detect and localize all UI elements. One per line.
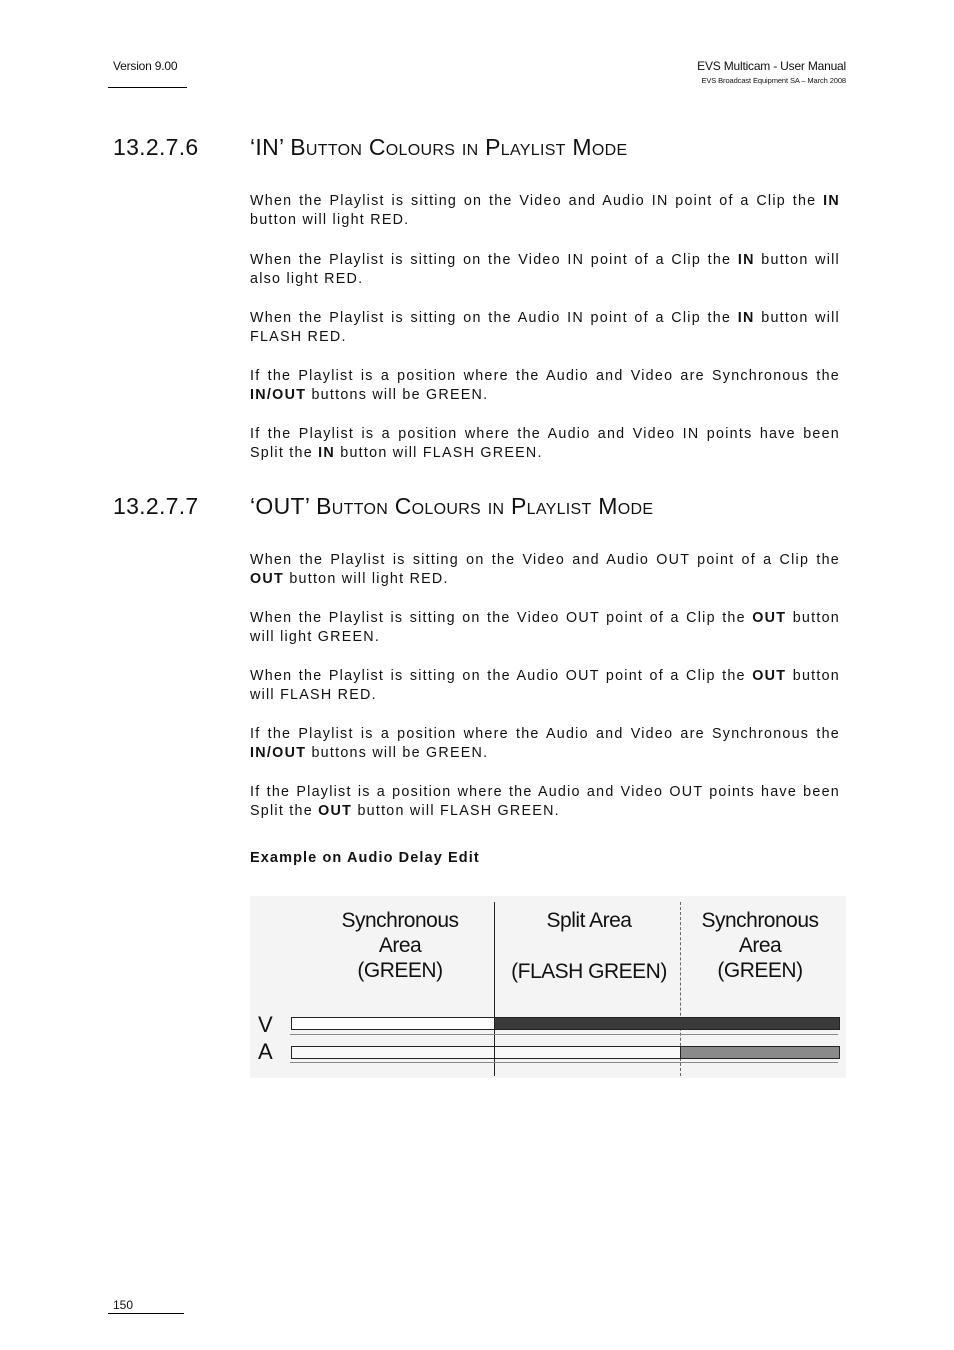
row-label-audio: A — [258, 1039, 273, 1064]
header-version: Version 9.00 — [113, 59, 178, 73]
section-number: 13.2.7.7 — [113, 493, 199, 519]
video-bar-sync — [291, 1017, 495, 1030]
area-label-synchronous-right: Synchronous Area (GREEN) — [701, 909, 819, 982]
audio-delay-diagram — [250, 896, 846, 1078]
paragraph: If the Playlist is a position where the Audio and Video OUT points have been Split the OUT button will FLASH GREEN. — [250, 784, 840, 819]
paragraph: If the Playlist is a position where the Audio and Video are Synchronous the IN/OUT buttons will be GREEN. — [250, 368, 840, 403]
row-separator — [290, 1034, 838, 1035]
audio-bar-split — [494, 1046, 681, 1059]
audio-bar-sync — [291, 1046, 495, 1059]
header-manual-title: EVS Multicam - User Manual — [697, 59, 846, 73]
paragraph: When the Playlist is sitting on the Video OUT point of a Clip the OUT button will light GREEN. — [250, 610, 840, 645]
example-heading: Example on Audio Delay Edit — [250, 850, 480, 866]
section-title: ‘OUT’ Button Colours in Playlist Mode — [250, 493, 654, 519]
paragraph: When the Playlist is sitting on the Audio OUT point of a Clip the OUT button will FLASH RED. — [250, 668, 840, 703]
paragraph: If the Playlist is a position where the Audio and Video IN points have been Split the IN button will FLASH GREEN. — [250, 426, 840, 461]
section-heading-in — [113, 134, 627, 161]
header-right — [697, 59, 846, 85]
paragraph: If the Playlist is a position where the Audio and Video are Synchronous the IN/OUT buttons will be GREEN. — [250, 726, 840, 761]
paragraph: When the Playlist is sitting on the Video IN point of a Clip the IN button will also light RED. — [250, 252, 840, 287]
area-label-split: Split Area (FLASH GREEN) — [511, 909, 667, 983]
paragraph: When the Playlist is sitting on the Audio IN point of a Clip the IN button will FLASH RED. — [250, 310, 840, 345]
paragraph: When the Playlist is sitting on the Video and Audio OUT point of a Clip the OUT button will light RED. — [250, 552, 840, 587]
area-label-synchronous-left: Synchronous Area (GREEN) — [341, 909, 459, 982]
page-number: 150 — [113, 1298, 134, 1312]
row-separator — [290, 1062, 838, 1063]
footer-rule — [108, 1313, 184, 1314]
audio-bar-gray — [680, 1046, 840, 1059]
section-title: ‘IN’ Button Colours in Playlist Mode — [250, 134, 628, 160]
section-number: 13.2.7.6 — [113, 134, 199, 160]
header-company-line: EVS Broadcast Equipment SA – March 2008 — [701, 76, 846, 85]
section-heading-out — [113, 493, 653, 520]
video-bar-dark — [494, 1017, 840, 1030]
header-left-rule — [108, 87, 187, 88]
row-label-video: V — [258, 1012, 273, 1037]
paragraph: When the Playlist is sitting on the Video and Audio IN point of a Clip the IN button will light RED. — [250, 193, 840, 228]
